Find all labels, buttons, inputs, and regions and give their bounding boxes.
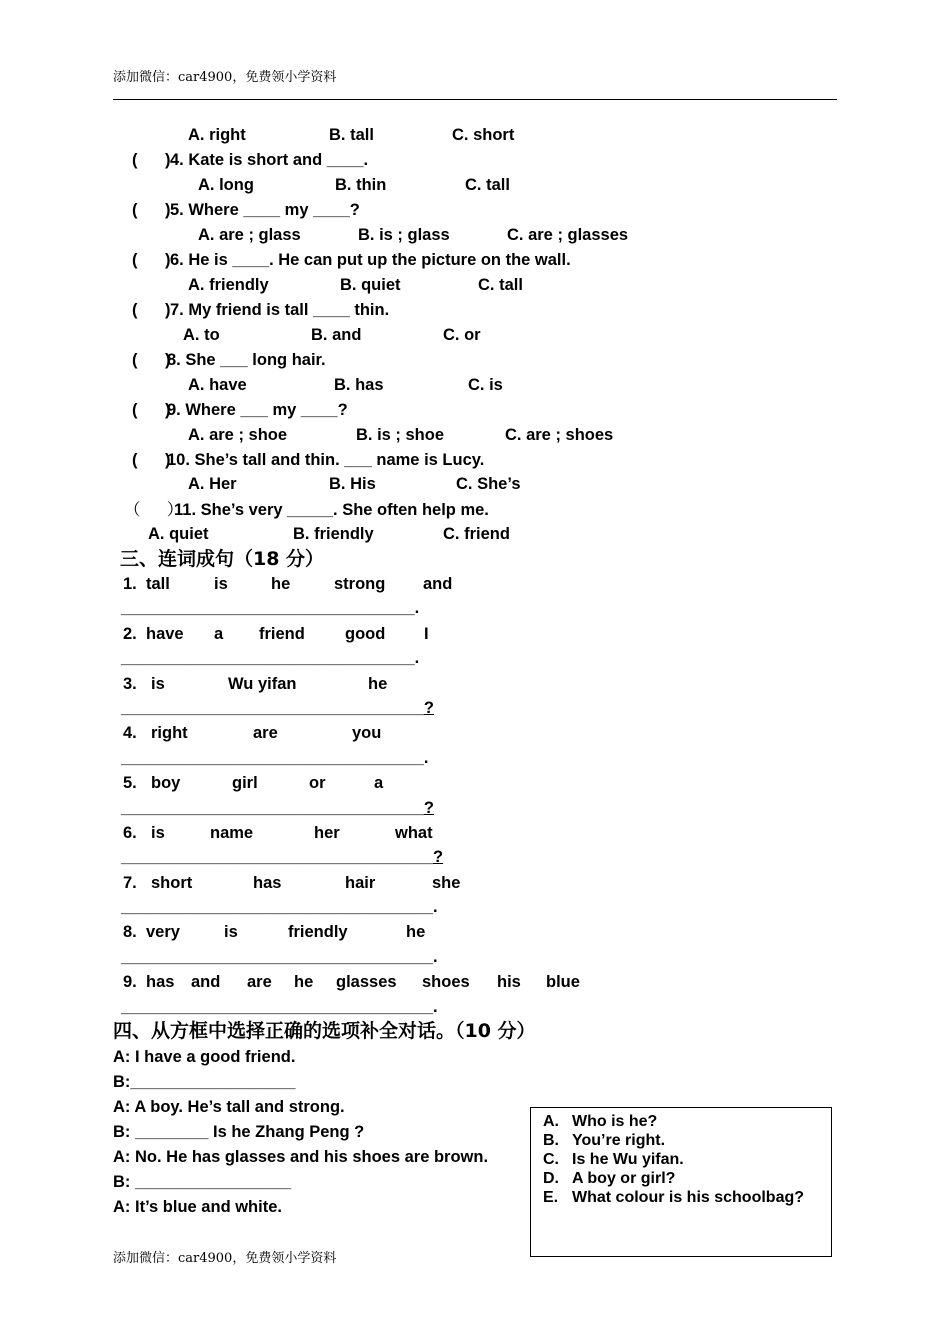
s3-item5-word: boy — [151, 774, 181, 792]
s3-item2-word: I — [424, 625, 429, 643]
section4-title: 四、从方框中选择正确的选项补全对话。（10 分） — [113, 1020, 536, 1042]
s3-item8-word: very — [146, 923, 180, 941]
s3-item1-word: and — [423, 575, 453, 593]
dialog-line: A: It’s blue and white. — [113, 1198, 282, 1216]
s3-item2-word: friend — [259, 625, 305, 643]
s3-item4-word: right — [151, 724, 188, 742]
s3-item3-num: 3. — [123, 675, 137, 693]
q5-option-c: C. are ; glasses — [507, 226, 629, 244]
dialog-line[interactable]: B:__________________ — [113, 1073, 296, 1091]
q8-text: 8. She ___ long hair. — [167, 351, 326, 369]
page-footer: 添加微信：car4900，免费领小学资料 — [113, 1251, 337, 1266]
q3-option-c: C. short — [452, 126, 515, 144]
q5-paren: ( ) — [132, 201, 171, 219]
box-option-a: A. Who is he? — [543, 1113, 658, 1130]
s3-item2-word: good — [345, 625, 386, 643]
s3-item8-end: . — [433, 948, 438, 966]
s3-item4-end: . — [423, 749, 429, 767]
s3-item5-blank[interactable]: _________________________________ — [121, 799, 424, 817]
s3-item6-blank[interactable]: __________________________________ — [121, 848, 434, 866]
s3-item7-word: she — [432, 874, 461, 892]
header-rule — [113, 99, 837, 100]
q4-option-b: B. thin — [335, 176, 387, 194]
q9-paren: ( ) — [132, 401, 171, 419]
q7-paren: ( ) — [132, 301, 171, 319]
s3-item1-word: strong — [334, 575, 386, 593]
options-box — [530, 1107, 832, 1257]
q10-option-b: B. His — [329, 475, 376, 493]
s3-item8-word: friendly — [288, 923, 348, 941]
q9-option-a: A. are ; shoe — [188, 426, 288, 444]
s3-item2-word: have — [146, 625, 184, 643]
s3-item6-num: 6. — [123, 824, 137, 842]
q4-option-c: C. tall — [465, 176, 510, 194]
q10-option-a: A. Her — [188, 475, 237, 493]
s3-item9-word: he — [294, 973, 314, 991]
s3-item7-word: short — [151, 874, 193, 892]
s3-item2-end: . — [414, 649, 420, 667]
q4-paren: ( ) — [132, 151, 171, 169]
s3-item3-word: is — [151, 675, 165, 693]
q9-text: 9. Where ___ my ____? — [167, 401, 348, 419]
s3-item3-blank[interactable]: _________________________________ — [121, 699, 424, 717]
box-option-e: E. What colour is his schoolbag? — [543, 1189, 805, 1206]
s3-item8-blank[interactable]: __________________________________ — [121, 948, 434, 966]
s3-item4-word: you — [352, 724, 382, 742]
s3-item6-word: name — [210, 824, 254, 842]
s3-item5-word: girl — [232, 774, 258, 792]
box-option-b: B. You’re right. — [543, 1132, 666, 1149]
q5-option-b: B. is ; glass — [358, 226, 450, 244]
q9-option-b: B. is ; shoe — [356, 426, 445, 444]
s3-item3-word: he — [368, 675, 388, 693]
q4-option-a: A. long — [198, 176, 254, 194]
s3-item6-word: her — [314, 824, 340, 842]
q3-option-a: A. right — [188, 126, 246, 144]
dialog-line: A: No. He has glasses and his shoes are brown. — [113, 1148, 489, 1166]
s3-item5-word: a — [374, 774, 384, 792]
s3-item8-word: is — [224, 923, 238, 941]
s3-item4-word: are — [253, 724, 278, 742]
q6-option-c: C. tall — [478, 276, 523, 294]
s3-item8-word: he — [406, 923, 426, 941]
box-option-d: D. A boy or girl? — [543, 1170, 676, 1187]
q4-text: 4. Kate is short and ____. — [170, 151, 369, 169]
q8-option-c: C. is — [468, 376, 503, 394]
dialog-line[interactable]: B: ________ Is he Zhang Peng ? — [113, 1123, 365, 1141]
dialog-line[interactable]: B: _________________ — [113, 1173, 291, 1191]
page-header: 添加微信：car4900，免费领小学资料 — [113, 70, 337, 85]
s3-item6-end: ? — [433, 848, 444, 866]
q8-paren: ( ) — [132, 351, 171, 369]
s3-item6-word: what — [395, 824, 433, 842]
dialog-line: A: A boy. He’s tall and strong. — [113, 1098, 345, 1116]
box-option-c: C. Is he Wu yifan. — [543, 1151, 684, 1168]
s3-item5-end: ? — [423, 799, 434, 817]
s3-item5-num: 5. — [123, 774, 137, 792]
s3-item4-num: 4. — [123, 724, 137, 742]
s3-item9-word: blue — [546, 973, 580, 991]
q7-text: 7. My friend is tall ____ thin. — [170, 301, 390, 319]
s3-item7-blank[interactable]: __________________________________ — [121, 898, 434, 916]
s3-item7-word: has — [253, 874, 282, 892]
q11-option-c: C. friend — [443, 525, 510, 543]
q5-text: 5. Where ____ my ____? — [170, 201, 360, 219]
q8-option-a: A. have — [188, 376, 247, 394]
s3-item5-word: or — [309, 774, 326, 792]
q6-paren: ( ) — [132, 251, 171, 269]
q10-text: 10. She’s tall and thin. ___ name is Lucy. — [167, 451, 485, 469]
s3-item1-word: is — [214, 575, 228, 593]
q10-paren: ( ) — [132, 451, 171, 469]
s3-item9-word: his — [497, 973, 521, 991]
s3-item1-word: he — [271, 575, 291, 593]
q9-option-c: C. are ; shoes — [505, 426, 614, 444]
q6-text: 6. He is ____. He can put up the picture on the wall. — [170, 251, 571, 269]
s3-item9-word: shoes — [422, 973, 470, 991]
s3-item4-blank[interactable]: _________________________________ — [121, 749, 424, 767]
s3-item1-end: . — [414, 599, 420, 617]
s3-item9-word: has — [146, 973, 175, 991]
dialog-line: A: I have a good friend. — [113, 1048, 296, 1066]
s3-item2-word: a — [214, 625, 224, 643]
s3-item2-blank[interactable]: ________________________________ — [121, 649, 415, 667]
s3-item3-end: ? — [423, 699, 434, 717]
s3-item9-blank[interactable]: __________________________________ — [121, 998, 434, 1016]
s3-item9-num: 9. — [123, 973, 137, 991]
q6-option-a: A. friendly — [188, 276, 269, 294]
s3-item3-word: Wu yifan — [228, 675, 297, 693]
q11-option-a: A. quiet — [148, 525, 209, 543]
s3-item1-word: tall — [146, 575, 170, 593]
q6-option-b: B. quiet — [340, 276, 401, 294]
s3-item9-end: . — [433, 998, 438, 1016]
q11-paren: （ ） — [124, 500, 184, 519]
s3-item1-num: 1. — [123, 575, 137, 593]
s3-item7-word: hair — [345, 874, 376, 892]
s3-item2-num: 2. — [123, 625, 137, 643]
q5-option-a: A. are ; glass — [198, 226, 301, 244]
q3-option-b: B. tall — [329, 126, 374, 144]
s3-item9-word: are — [247, 973, 272, 991]
s3-item8-num: 8. — [123, 923, 137, 941]
q8-option-b: B. has — [334, 376, 384, 394]
s3-item7-end: . — [433, 898, 438, 916]
q10-option-c: C. She’s — [456, 475, 521, 493]
q7-option-b: B. and — [311, 326, 362, 344]
s3-item7-num: 7. — [123, 874, 137, 892]
q7-option-c: C. or — [443, 326, 481, 344]
section3-title: 三、连词成句（18 分） — [120, 548, 325, 570]
q7-option-a: A. to — [183, 326, 220, 344]
q11-text: 11. She’s very _____. She often help me. — [174, 501, 489, 519]
s3-item6-word: is — [151, 824, 165, 842]
q11-option-b: B. friendly — [293, 525, 374, 543]
s3-item9-word: and — [191, 973, 221, 991]
s3-item9-word: glasses — [336, 973, 397, 991]
s3-item1-blank[interactable]: ________________________________ — [121, 599, 415, 617]
